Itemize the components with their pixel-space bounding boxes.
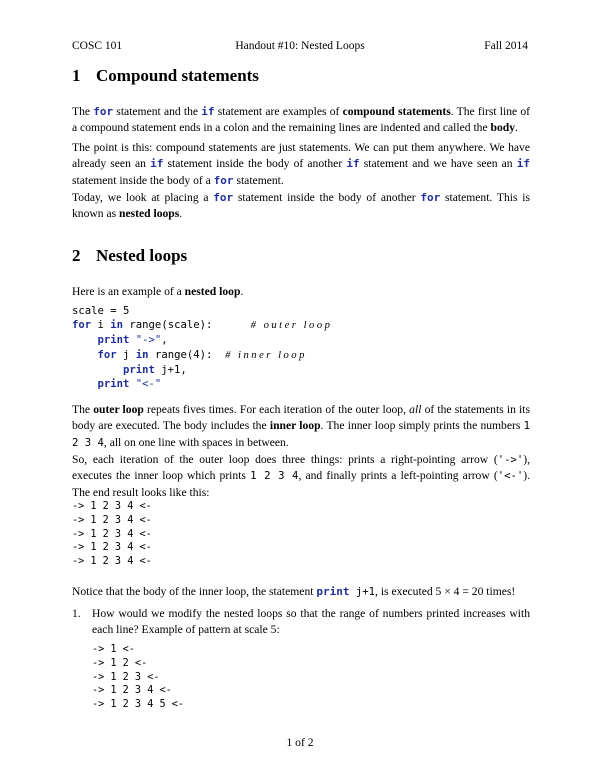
section-1-paragraph-3: Today, we look at placing a for statement inside the body of another for statement. This is known as nested loops. [72,191,530,221]
section-2-paragraph-outer-loop: The outer loop repeats fives times. For each iteration of the outer loop, all of the statements in its body are executed. The body includes the inner loop. The inner loop simply prints the numbers 1 2 3 4, all on one line with spaces in between. [72,403,530,449]
section-2-paragraph-iteration: So, each iteration of the outer loop does three things: prints a right-pointing arrow ('->'), executes the inner loop which prints 1 2 3 4, and finally prints a left-pointing arrow ('<-'). The end result looks like this: [72,453,531,499]
output-line: -> 1 2 3 4 <- [72,514,152,526]
section-2-paragraph-inner-count: Notice that the body of the inner loop, the statement print j+1, is executed 5 × 4 = 20 times! [72,585,516,598]
section-2-title: Nested loops [96,246,188,265]
page-number: 1 of 2 [286,736,314,749]
code-line-4: for j in range(4): # inner loop [97,348,307,361]
keyword-if: if [201,105,215,118]
code-line-5: print j+1, [123,363,187,376]
output-line: -> 1 2 3 4 <- [72,501,152,512]
header-title: Handout #10: Nested Loops [235,40,365,52]
code-line-1: scale = 5 [72,305,130,317]
output-line: -> 1 2 3 4 <- [72,528,152,540]
output-line: -> 1 2 3 4 <- [72,556,152,568]
section-1-title: Compound statements [96,66,259,85]
output-line: -> 1 2 3 4 <- [92,685,172,697]
keyword-if: if [346,157,360,171]
code-line-6: print "<-" [97,378,162,391]
section-1-number: 1 [72,66,81,85]
list-marker: 1. [72,607,81,620]
section-1-heading [72,66,259,86]
exercise-question: How would we modify the nested loops so that the range of numbers printed increases with each line? Example of pattern at scale 5: [92,607,530,637]
output-line: -> 1 2 3 4 5 <- [92,699,185,711]
keyword-for: for [213,173,234,187]
header-term: Fall 2014 [484,40,528,52]
section-2-intro: Here is an example of a nested loop. [72,285,244,298]
code-comment: # inner loop [225,349,307,361]
keyword-for: for [213,191,234,204]
header-course: COSC 101 [72,40,123,52]
keyword-print: print [316,585,350,598]
code-line-2: for i in range(scale): # outer loop [72,319,333,332]
section-1-paragraph-2: The point is this: compound statements are just statements. We can put them anywhere. We have already seen an if statement inside the body of another if statement and we have seen an if statement inside the body of a for statement. [72,141,531,187]
section-2-number: 2 [72,246,81,265]
code-comment: # outer loop [250,320,333,332]
keyword-if: if [150,157,164,171]
output-line: -> 1 2 <- [92,657,148,669]
section-2-heading [72,246,187,266]
exercise-list-item [72,606,530,639]
keyword-if: if [516,157,531,171]
output-block-1 [72,500,152,569]
output-line: -> 1 2 3 <- [92,671,160,683]
code-line-3: print "->", [97,334,168,347]
output-line: -> 1 2 3 4 <- [72,542,152,554]
keyword-for: for [420,191,441,204]
output-line: -> 1 <- [92,644,135,655]
output-block-2 [92,643,184,712]
code-example [72,304,332,391]
keyword-for: for [93,105,114,118]
section-1-paragraph-1: The for statement and the if statement are examples of compound statements. The first line of a compound statement ends in a colon and the remaining lines are indented and called the body. [72,105,531,135]
